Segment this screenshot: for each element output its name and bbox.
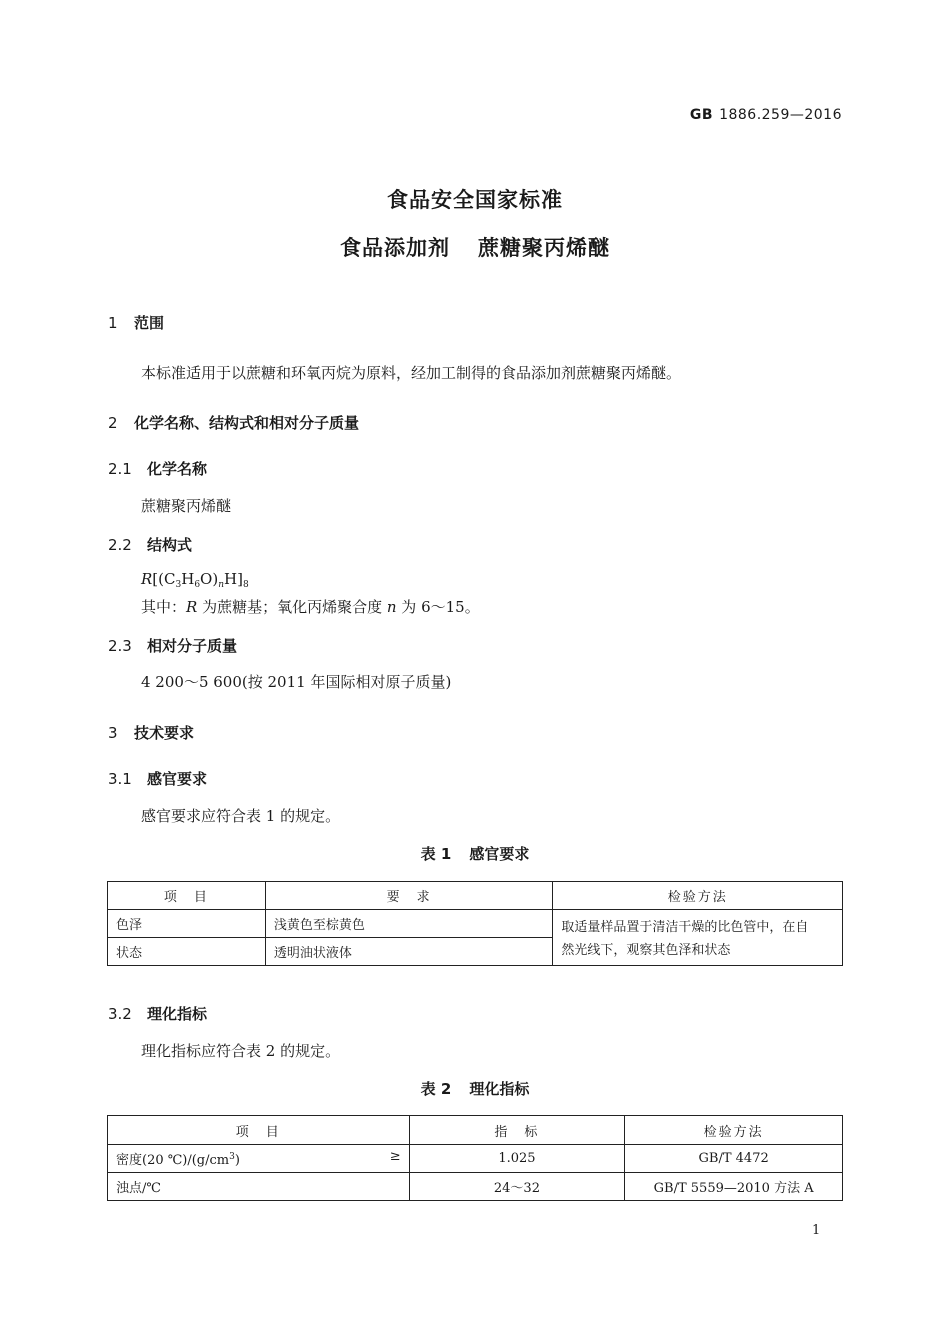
cell-requirement: 浅黄色至棕黄色 xyxy=(265,910,553,938)
header-requirement: 要 求 xyxy=(265,882,553,910)
page-number: 1 xyxy=(812,1223,821,1238)
section-3-1-text: 感官要求应符合表 1 的规定。 xyxy=(141,807,341,825)
formula-description xyxy=(141,596,480,617)
standard-code-number: 1886.259—2016 xyxy=(719,107,842,123)
section-title: 技术要求 xyxy=(134,724,195,742)
caption-title: 理化指标 xyxy=(469,1080,530,1098)
subtitle-substance: 蔗糖聚丙烯醚 xyxy=(478,236,610,260)
caption-title: 感官要求 xyxy=(469,845,530,863)
table-header-row xyxy=(108,882,843,910)
formula-h: H xyxy=(181,570,195,588)
section-number: 3 xyxy=(108,724,118,742)
section-number: 2.1 xyxy=(108,460,132,478)
section-number: 2.2 xyxy=(108,536,132,554)
item-text: 密度(20 ℃)/(g/cm xyxy=(116,1153,230,1168)
section-number: 2 xyxy=(108,414,118,432)
cell-item xyxy=(108,1145,410,1173)
section-title: 理化指标 xyxy=(147,1005,208,1023)
section-3-2-text: 理化指标应符合表 2 的规定。 xyxy=(141,1042,341,1060)
table-row xyxy=(108,910,843,938)
document-title: 食品安全国家标准 xyxy=(387,188,563,212)
header-index: 指 标 xyxy=(409,1116,625,1145)
formula-sub-8: 8 xyxy=(242,580,249,590)
cell-value: 24～32 xyxy=(409,1173,625,1201)
table-2-physicochemical xyxy=(107,1115,843,1201)
standard-code-prefix: GB xyxy=(689,107,714,123)
section-title: 化学名称 xyxy=(147,460,208,478)
desc-n: n xyxy=(386,598,397,616)
cell-value: 1.025 xyxy=(409,1145,625,1173)
cell-item: 状态 xyxy=(108,938,266,966)
section-number: 3.2 xyxy=(108,1005,132,1023)
section-title: 相对分子质量 xyxy=(147,637,238,655)
formula-open: [(C xyxy=(152,570,176,588)
cell-method xyxy=(553,910,843,966)
document-subtitle xyxy=(0,232,950,262)
section-number: 1 xyxy=(108,314,118,332)
desc-part: 为蔗糖基；氧化丙烯聚合度 xyxy=(197,598,387,616)
formula-sub-3: 3 xyxy=(175,580,182,590)
standard-code xyxy=(690,107,842,123)
formula-sub-6: 6 xyxy=(194,580,201,590)
header-method: 检验方法 xyxy=(553,882,843,910)
section-title: 感官要求 xyxy=(147,770,208,788)
header-item: 项 目 xyxy=(108,882,266,910)
table-1-sensory xyxy=(107,881,843,966)
item-text: ) xyxy=(234,1153,240,1168)
section-number: 2.3 xyxy=(108,637,132,655)
section-title: 结构式 xyxy=(147,536,193,554)
operator-symbol: ≥ xyxy=(389,1149,401,1164)
section-1-heading xyxy=(108,312,164,333)
desc-part: 其中： xyxy=(141,598,187,616)
formula-close: H] xyxy=(224,570,243,588)
caption-number: 表 2 xyxy=(420,1080,452,1098)
table-2-caption xyxy=(0,1078,950,1099)
section-2-heading xyxy=(108,412,359,433)
table-header-row xyxy=(108,1116,843,1145)
cell-item: 色泽 xyxy=(108,910,266,938)
cell-requirement: 透明油状液体 xyxy=(265,938,553,966)
section-1-text: 本标准适用于以蔗糖和环氧丙烷为原料，经加工制得的食品添加剂蔗糖聚丙烯醚。 xyxy=(141,364,682,382)
subtitle-category: 食品添加剂 xyxy=(340,236,450,260)
item-sup: 3 xyxy=(229,1152,235,1162)
chemical-name: 蔗糖聚丙烯醚 xyxy=(141,497,232,515)
caption-number: 表 1 xyxy=(420,845,452,863)
molecular-mass: 4 200～5 600(按 2011 年国际相对原子质量) xyxy=(141,673,452,691)
header-method: 检验方法 xyxy=(625,1116,843,1145)
desc-r: R xyxy=(186,598,198,616)
formula-o: O) xyxy=(200,570,219,588)
formula-r: R xyxy=(141,570,153,588)
section-number: 3.1 xyxy=(108,770,132,788)
header-item: 项 目 xyxy=(108,1116,410,1145)
section-3-2-heading xyxy=(108,1003,207,1024)
section-2-1-heading xyxy=(108,458,207,479)
table-row xyxy=(108,1173,843,1201)
method-line: 然光线下，观察其色泽和状态 xyxy=(561,942,731,958)
cell-method: GB/T 5559—2010 方法 A xyxy=(625,1173,843,1201)
section-3-heading xyxy=(108,722,194,743)
section-title: 范围 xyxy=(134,314,165,332)
desc-part: 为 6～15。 xyxy=(396,598,480,616)
section-3-1-heading xyxy=(108,768,207,789)
structural-formula xyxy=(141,570,249,590)
section-title: 化学名称、结构式和相对分子质量 xyxy=(134,414,360,432)
table-row xyxy=(108,1145,843,1173)
cell-method: GB/T 4472 xyxy=(625,1145,843,1173)
cell-item: 浊点/℃ xyxy=(108,1173,410,1201)
table-1-caption xyxy=(0,843,950,864)
formula-sub-n: n xyxy=(218,580,224,590)
method-line: 取适量样品置于清洁干燥的比色管中，在自 xyxy=(561,919,809,935)
section-2-2-heading xyxy=(108,534,192,555)
section-2-3-heading xyxy=(108,635,237,656)
